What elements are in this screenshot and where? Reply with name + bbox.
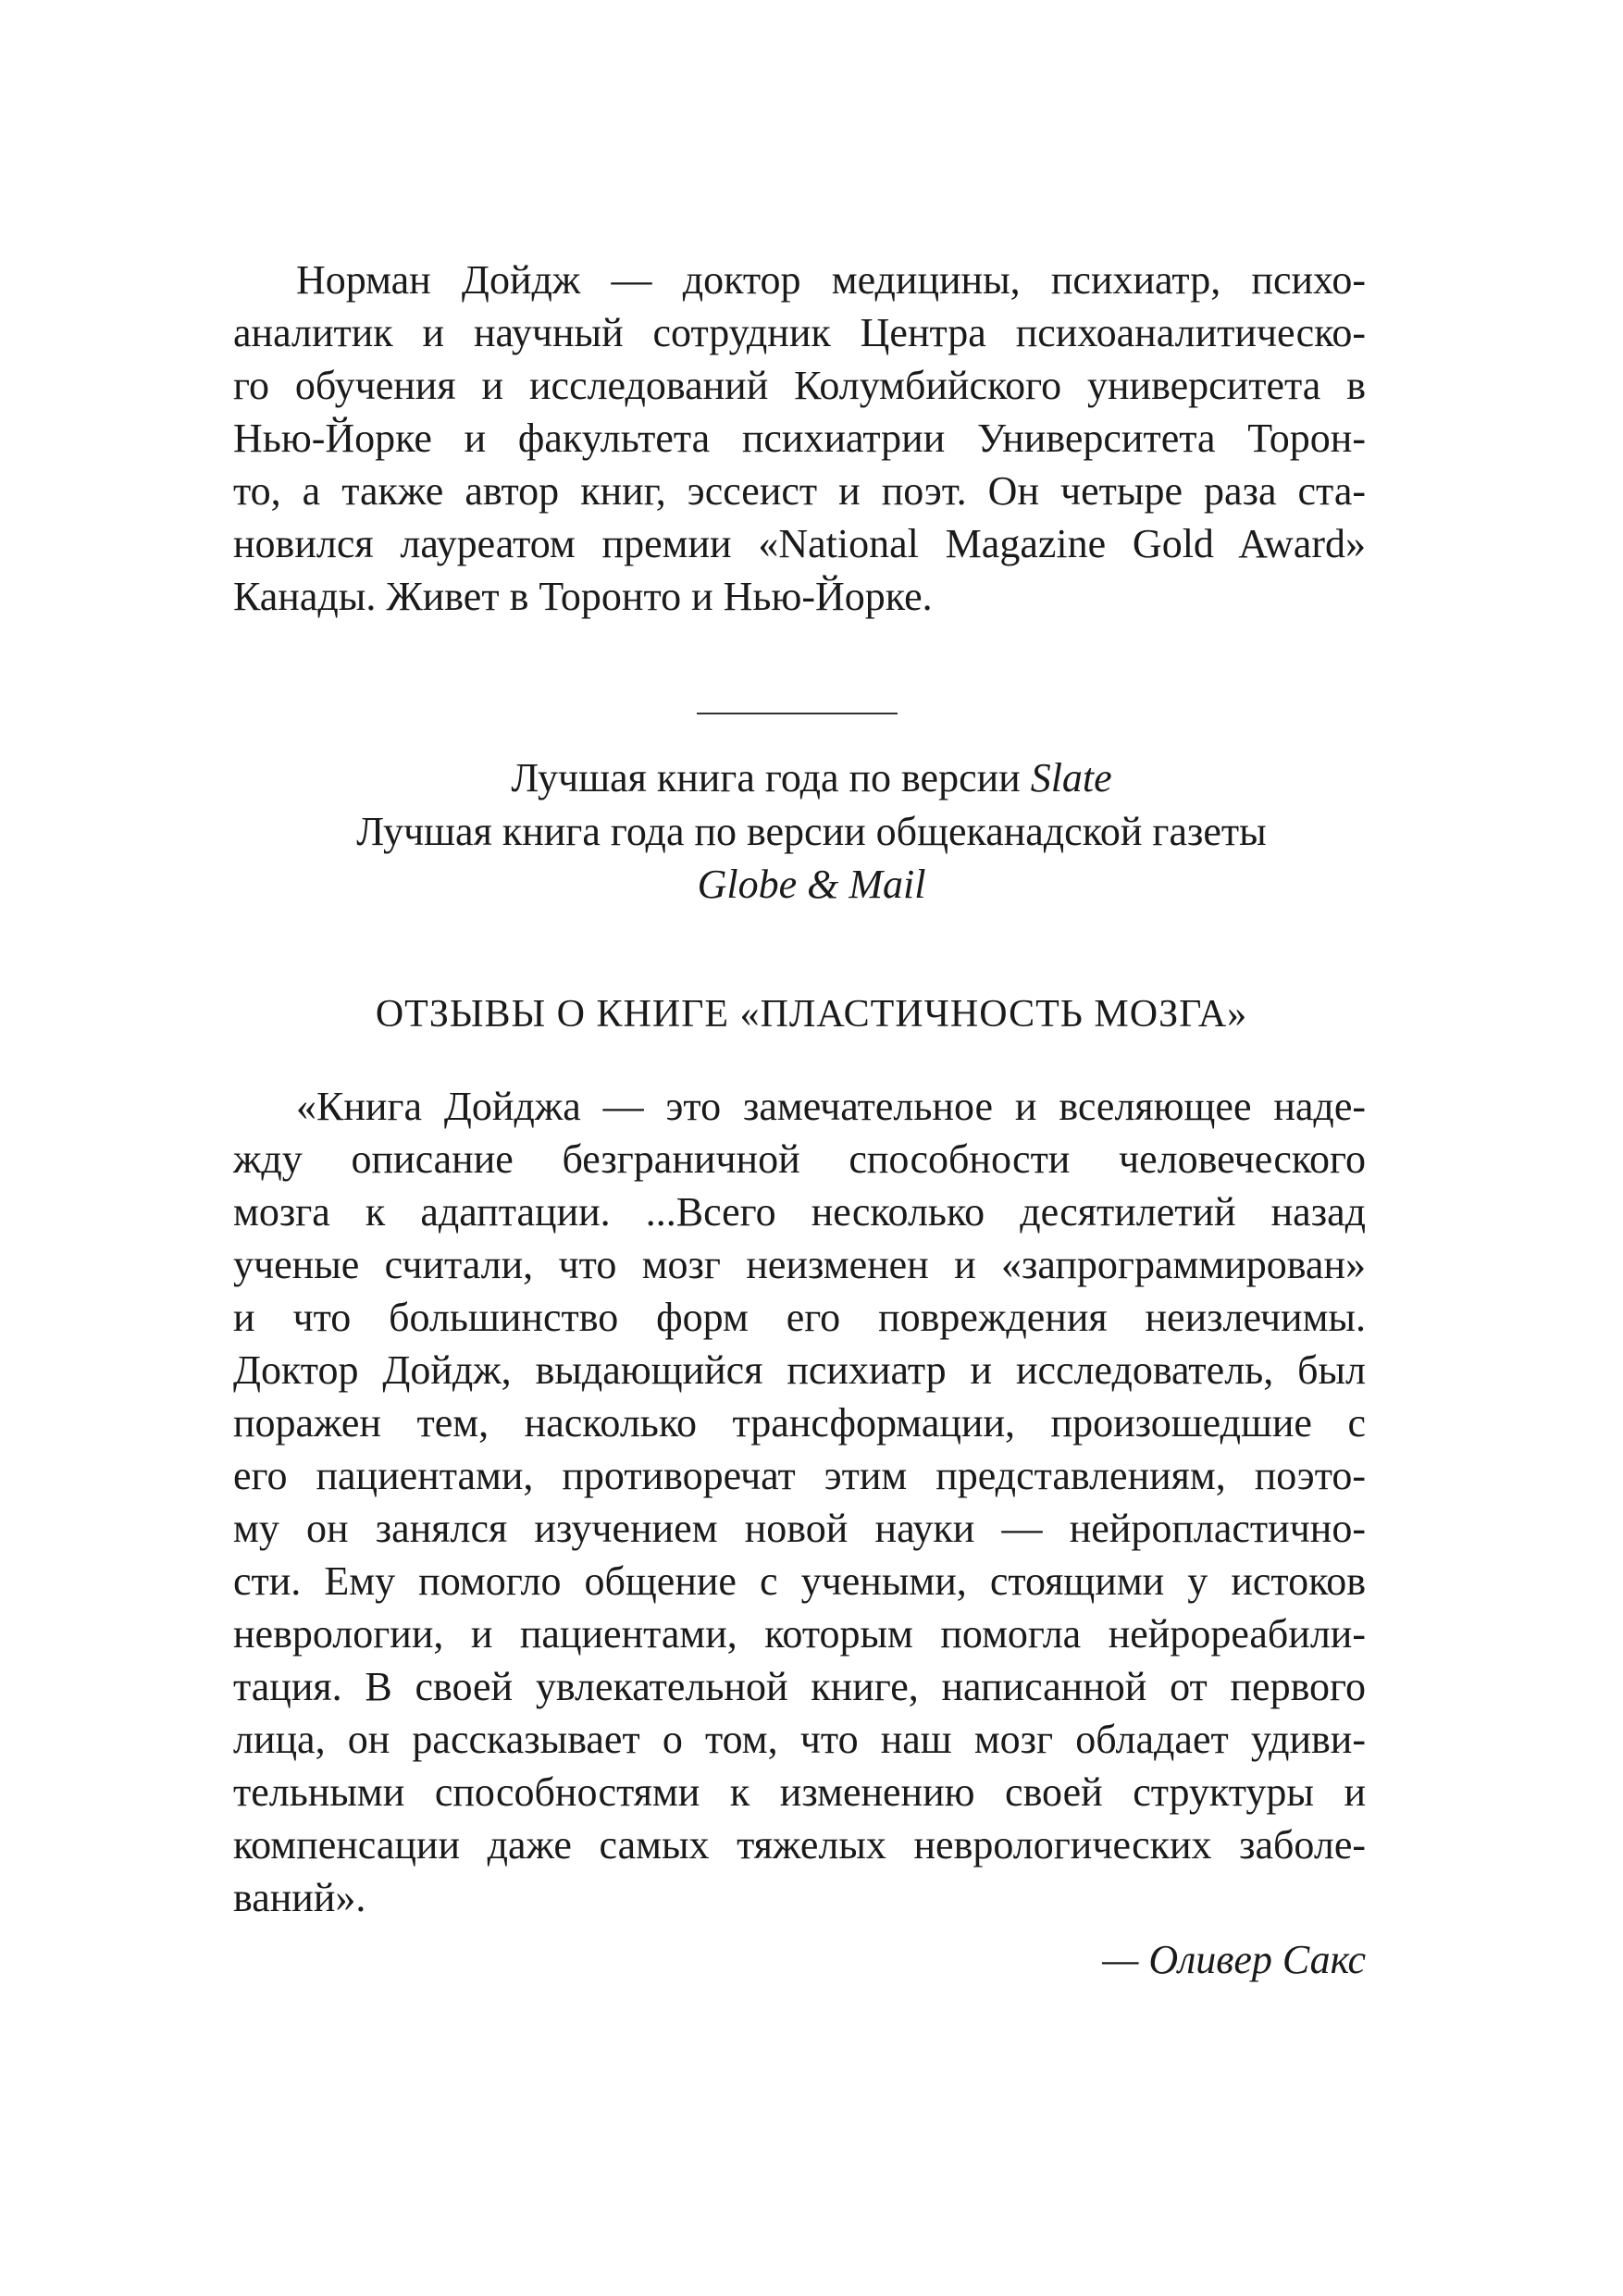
text-line: аналитик и научный сотрудник Центра психоаналитическо- xyxy=(233,310,1366,355)
text-line: ученые считали, что мозг неизменен и «запрограммирован» xyxy=(233,1242,1366,1287)
reviews-heading: ОТЗЫВЫ О КНИГЕ «ПЛАСТИЧНОСТЬ МОЗГА» xyxy=(375,993,1248,1036)
text-line: то, а также автор книг, эссеист и поэт. Он четыре раза ста- xyxy=(233,468,1366,514)
text-line: мозга к адаптации. ...Всего несколько десятилетий назад xyxy=(233,1189,1366,1235)
award-source: Slate xyxy=(1030,755,1112,800)
separator-rule xyxy=(697,713,898,714)
text-line: тация. В своей увлекательной книге, написанной от первого xyxy=(233,1664,1366,1709)
text-line: Доктор Дойдж, выдающийся психиатр и исследователь, был xyxy=(233,1347,1366,1393)
text-line: неврологии, и пациентами, которым помогла нейрореабили- xyxy=(233,1611,1366,1657)
award-line-1 xyxy=(0,751,1623,804)
text-line: Канады. Живет в Торонто и Нью-Йорке. xyxy=(233,574,933,619)
text-line: сти. Ему помогло общение с учеными, стоящими у истоков xyxy=(233,1558,1366,1604)
award-text: Лучшая книга года по версии xyxy=(511,755,1031,800)
award-line-2: Лучшая книга года по версии общеканадской газеты xyxy=(356,809,1267,854)
text-line: лица, он рассказывает о том, что наш мозг обладает удиви- xyxy=(233,1717,1366,1762)
text-line: го обучения и исследований Колумбийского университета в xyxy=(233,363,1366,408)
text-line: его пациентами, противоречат этим представлениям, поэто- xyxy=(233,1453,1366,1498)
text-line: ваний». xyxy=(233,1875,366,1920)
text-line: поражен тем, насколько трансформации, произошедшие с xyxy=(233,1400,1366,1446)
review-attribution: — Оливер Сакс xyxy=(1102,1937,1366,1982)
award-source-2: Globe & Mail xyxy=(697,862,926,907)
text-line: Нью-Йорке и факультета психиатрии Университета Торон- xyxy=(233,416,1366,461)
text-line: и что большинство форм его повреждения неизлечимы. xyxy=(233,1295,1366,1340)
text-line: компенсации даже самых тяжелых неврологических заболе- xyxy=(233,1822,1366,1868)
text-line: «Книга Дойджа — это замечательное и вселяющее наде- xyxy=(296,1084,1366,1129)
text-line: Норман Дойдж — доктор медицины, психиатр, психо- xyxy=(296,257,1366,303)
text-line: му он занялся изучением новой науки — нейропластично- xyxy=(233,1506,1366,1551)
text-line: новился лауреатом премии «National Magazine Gold Award» xyxy=(233,521,1366,566)
text-line: жду описание безграничной способности человеческого xyxy=(233,1136,1366,1182)
text-line: тельными способностями к изменению своей структуры и xyxy=(233,1769,1366,1815)
